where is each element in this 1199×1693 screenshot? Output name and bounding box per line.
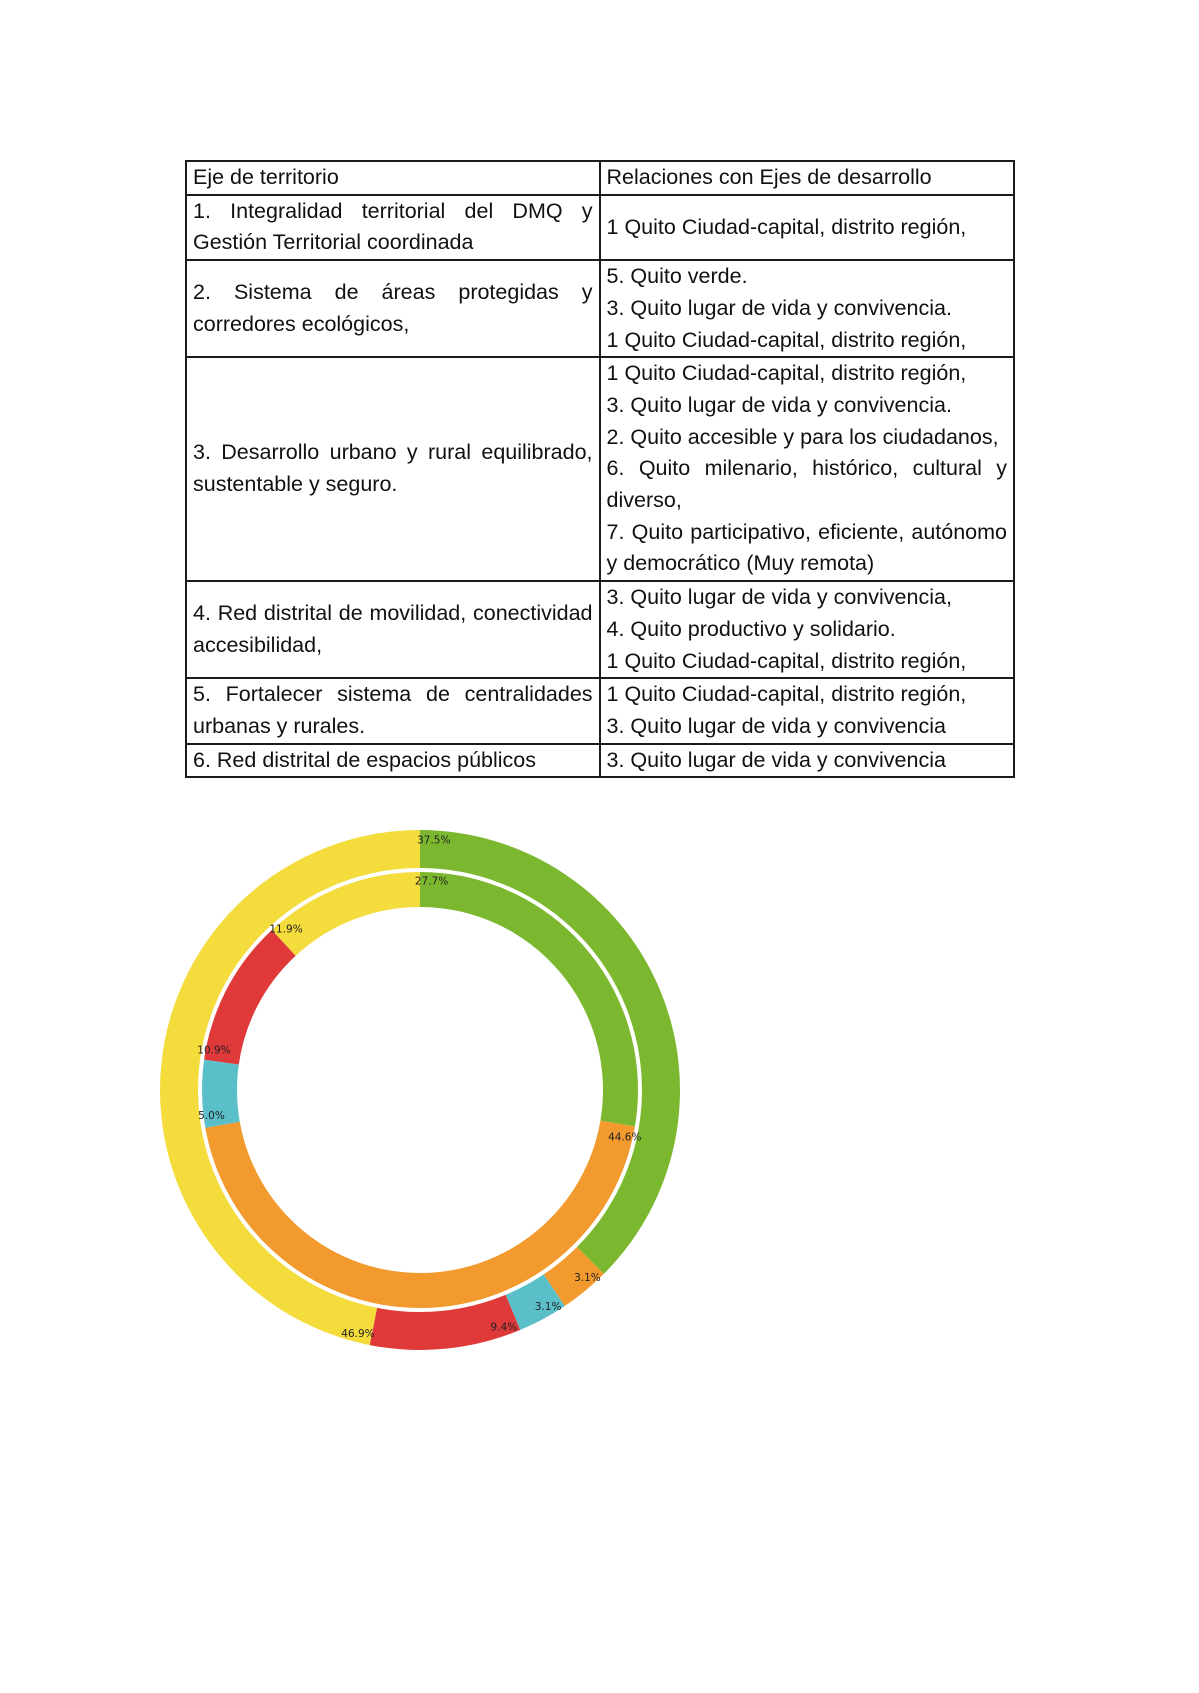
table-row [186,581,1014,678]
data-label: 10.9% [197,1044,231,1057]
relacion-item: 1 Quito Ciudad-capital, distrito región, [606,648,967,673]
relaciones-cell [600,260,1014,357]
header-eje-territorio: Eje de territorio [186,161,600,195]
relacion-item: 3. Quito lugar de vida y convivencia. [606,392,952,417]
donut-chart-svg [160,830,680,1350]
relaciones-cell [600,195,1014,260]
relaciones-cell [600,678,1014,743]
ejes-table [185,160,1015,778]
relacion-item: 3. Quito lugar de vida y convivencia [606,713,946,738]
relacion-item: 5. Quito verde. [606,264,748,289]
relacion-item: 3. Quito lugar de vida y convivencia [606,747,946,772]
relacion-item: 1 Quito Ciudad-capital, distrito región, [606,327,967,352]
data-label: 3.1% [574,1271,601,1284]
data-label: 46.9% [341,1328,375,1341]
table-row [186,260,1014,357]
table-row [186,678,1014,743]
relacion-item: 1 Quito Ciudad-capital, distrito región, [606,361,967,386]
relacion-item: 3. Quito lugar de vida y convivencia, [606,585,952,610]
header-relaciones: Relaciones con Ejes de desarrollo [600,161,1014,195]
relaciones-cell [600,581,1014,678]
relacion-item: 7. Quito participativo, eficiente, autónomo y democrático (Muy remota) [606,519,1007,576]
relaciones-cell [600,744,1014,778]
relacion-item: 1 Quito Ciudad-capital, distrito región, [606,682,967,707]
data-label: 27.7% [414,875,449,888]
data-label: 3.1% [534,1300,562,1313]
data-label: 11.9% [269,923,303,936]
table-row [186,357,1014,581]
ejes-table-body [186,161,1014,777]
relacion-item: 2. Quito accesible y para los ciudadanos, [606,424,999,449]
data-label: 9.4% [490,1321,518,1334]
eje-cell: 1. Integralidad territorial del DMQ y Gestión Territorial coordinada [186,195,600,260]
table-row [186,195,1014,260]
eje-cell: 2. Sistema de áreas protegidas y corredores ecológicos, [186,260,600,357]
relacion-item: 4. Quito productivo y solidario. [606,616,896,641]
table-header-row [186,161,1014,195]
relacion-item: 6. Quito milenario, histórico, cultural y diverso, [606,456,1007,513]
relacion-item: 3. Quito lugar de vida y convivencia. [606,295,952,320]
table-row [186,744,1014,778]
eje-cell: 6. Red distrital de espacios públicos [186,744,600,778]
relaciones-cell [600,357,1014,581]
data-label: 37.5% [417,834,451,847]
relacion-item: 1 Quito Ciudad-capital, distrito región, [606,214,967,239]
eje-cell: 4. Red distrital de movilidad, conectividad accesibilidad, [186,581,600,678]
donut-chart [160,830,680,1350]
data-label: 5.0% [198,1109,225,1122]
data-label: 44.6% [608,1131,642,1144]
eje-cell: 3. Desarrollo urbano y rural equilibrado, sustentable y seguro. [186,357,600,581]
eje-cell: 5. Fortalecer sistema de centralidades urbanas y rurales. [186,678,600,743]
